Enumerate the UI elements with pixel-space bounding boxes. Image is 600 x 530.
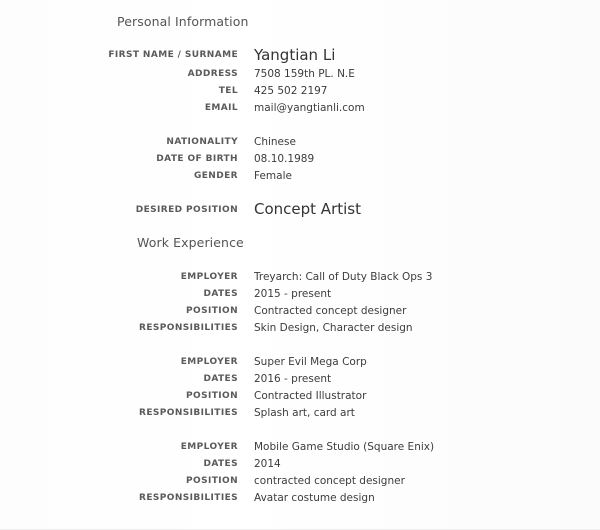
address-row: [0, 66, 600, 82]
desired-position-label: DESIRED POSITION: [135, 205, 238, 215]
responsibilities-label: RESPONSIBILITIES: [139, 493, 238, 503]
position-value: contracted concept designer: [254, 475, 405, 487]
nationality-row: [0, 134, 600, 150]
nationality-value: Chinese: [254, 136, 296, 148]
desired-position-row: [0, 202, 600, 218]
tel-value: 425 502 2197: [254, 85, 328, 97]
job-1-dates-row: [0, 286, 600, 302]
tel-label: TEL: [218, 86, 238, 96]
employer-value: Mobile Game Studio (Square Enix): [254, 441, 435, 453]
email-label: EMAIL: [204, 103, 238, 113]
email-row: [0, 100, 600, 116]
job-2-position-row: [0, 388, 600, 404]
job-3-employer-row: [0, 439, 600, 455]
dates-value: 2016 - present: [254, 373, 332, 385]
responsibilities-value: Skin Design, Character design: [254, 322, 413, 334]
email-value: mail@yangtianli.com: [254, 102, 365, 114]
name-label: FIRST NAME / SURNAME: [108, 50, 238, 60]
position-value: Contracted concept designer: [254, 305, 407, 317]
employer-label: EMPLOYER: [180, 357, 238, 367]
position-label: POSITION: [186, 306, 238, 316]
desired-position-value: Concept Artist: [254, 200, 361, 218]
gender-value: Female: [254, 170, 292, 182]
gender-row: [0, 168, 600, 184]
responsibilities-label: RESPONSIBILITIES: [139, 323, 238, 333]
gender-label: GENDER: [193, 171, 238, 181]
job-3-position-row: [0, 473, 600, 489]
job-3-dates-row: [0, 456, 600, 472]
job-1-position-row: [0, 303, 600, 319]
nationality-label: NATIONALITY: [166, 137, 238, 147]
job-3-responsibilities-row: [0, 490, 600, 506]
responsibilities-value: Splash art, card art: [254, 407, 355, 419]
responsibilities-value: Avatar costume design: [254, 492, 375, 504]
dates-label: DATES: [203, 289, 238, 299]
responsibilities-label: RESPONSIBILITIES: [139, 408, 238, 418]
employer-value: Treyarch: Call of Duty Black Ops 3: [254, 271, 433, 283]
name-value: Yangtian Li: [254, 46, 336, 64]
position-value: Contracted Illustrator: [254, 390, 367, 402]
section-heading-personal: Personal Information: [117, 14, 249, 29]
address-label: ADDRESS: [187, 69, 238, 79]
name-row: [0, 47, 600, 63]
dates-label: DATES: [203, 459, 238, 469]
section-heading-work: Work Experience: [137, 235, 244, 250]
dob-row: [0, 151, 600, 167]
position-label: POSITION: [186, 476, 238, 486]
job-1-responsibilities-row: [0, 320, 600, 336]
job-2-responsibilities-row: [0, 405, 600, 421]
employer-label: EMPLOYER: [180, 442, 238, 452]
job-1-employer-row: [0, 269, 600, 285]
employer-label: EMPLOYER: [180, 272, 238, 282]
dates-label: DATES: [203, 374, 238, 384]
dob-value: 08.10.1989: [254, 153, 315, 165]
job-2-employer-row: [0, 354, 600, 370]
dates-value: 2014: [254, 458, 281, 470]
job-2-dates-row: [0, 371, 600, 387]
dob-label: DATE OF BIRTH: [156, 154, 238, 164]
tel-row: [0, 83, 600, 99]
position-label: POSITION: [186, 391, 238, 401]
dates-value: 2015 - present: [254, 288, 332, 300]
address-value: 7508 159th PL. N.E: [254, 68, 355, 80]
employer-value: Super Evil Mega Corp: [254, 356, 367, 368]
